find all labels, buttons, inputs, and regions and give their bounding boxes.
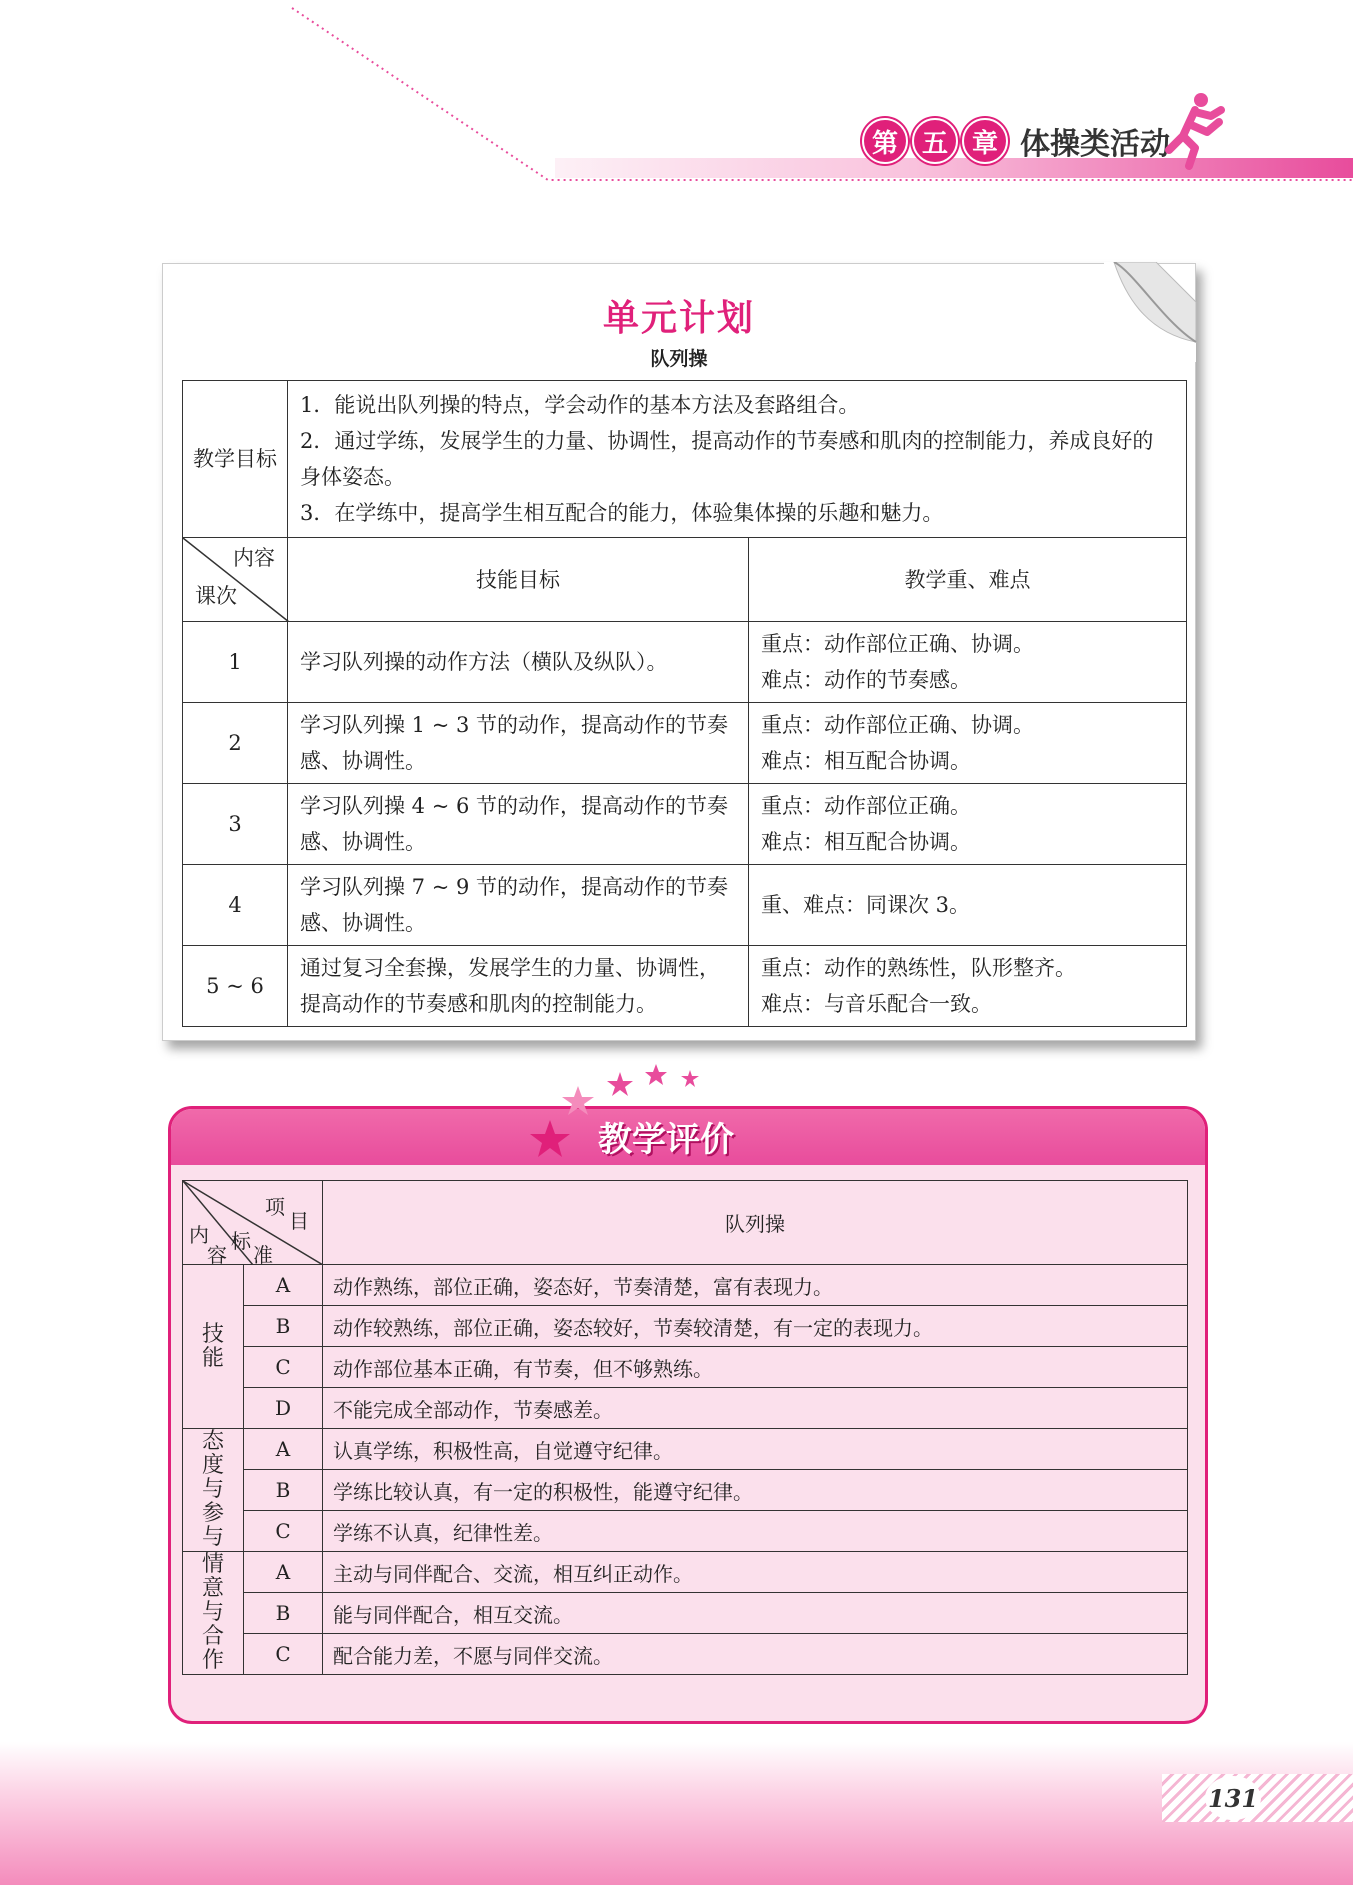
- eval-row: [183, 1265, 1188, 1306]
- diag-mu: 目: [289, 1209, 309, 1233]
- key-point: 重点：动作部位正确、协调。: [761, 632, 1034, 656]
- diag-nei: 内: [189, 1223, 209, 1247]
- grade: C: [244, 1511, 323, 1552]
- diag-rong: 容: [207, 1243, 227, 1267]
- criterion: 主动与同伴配合、交流，相互纠正动作。: [323, 1552, 1188, 1593]
- grade: A: [244, 1265, 323, 1306]
- difficult-point: 难点：相互配合协调。: [761, 749, 971, 773]
- unit-plan-table: [182, 380, 1187, 1027]
- key-point: 重、难点：同课次 3。: [761, 893, 971, 917]
- goal-item: 2．通过学练，发展学生的力量、协调性，提高动作的节奏感和肌肉的控制能力，养成良好的身体姿态。: [300, 429, 1154, 489]
- criterion: 能与同伴配合，相互交流。: [323, 1593, 1188, 1634]
- eval-row: [183, 1470, 1188, 1511]
- chapter-title: [862, 118, 1170, 164]
- grade: B: [244, 1593, 323, 1634]
- plan-subtitle: 队列操: [650, 348, 708, 370]
- plan-row: [183, 703, 1187, 784]
- eval-row: [183, 1634, 1188, 1675]
- eval-row: [183, 1552, 1188, 1593]
- goals-label: 教学目标: [183, 381, 288, 538]
- diag-bottom-label: 课次: [195, 584, 237, 608]
- skill-goal: 学习队列操 7 ~ 9 节的动作，提高动作的节奏感、协调性。: [288, 865, 749, 946]
- key-point: 重点：动作部位正确。: [761, 794, 971, 818]
- criterion: 动作较熟练，部位正确，姿态较好，节奏较清楚，有一定的表现力。: [323, 1306, 1188, 1347]
- lesson-number: 3: [183, 784, 288, 865]
- diag-zhun: 准: [253, 1243, 273, 1267]
- grade: C: [244, 1347, 323, 1388]
- category-skill: 技能: [183, 1265, 244, 1429]
- diag-biao: 标: [231, 1229, 251, 1253]
- difficult-point: 难点：与音乐配合一致。: [761, 992, 992, 1016]
- criterion: 不能完成全部动作，节奏感差。: [323, 1388, 1188, 1429]
- grade: A: [244, 1552, 323, 1593]
- footer-band: [0, 1742, 1353, 1885]
- category-attitude: 态度与参与: [183, 1429, 244, 1552]
- goal-item: 3．在学练中，提高学生相互配合的能力，体验集体操的乐趣和魅力。: [300, 501, 944, 525]
- lesson-number: 5 ~ 6: [183, 946, 288, 1027]
- chapter-badge-zhang: 章: [962, 118, 1008, 164]
- plan-title: 单元计划: [602, 298, 755, 339]
- goals-row: [183, 381, 1187, 538]
- eval-diagonal-cell: [183, 1181, 323, 1265]
- skill-goal: 学习队列操的动作方法（横队及纵队）。: [288, 622, 749, 703]
- plan-row: [183, 622, 1187, 703]
- grade: A: [244, 1429, 323, 1470]
- key-point: 重点：动作的熟练性，队形整齐。: [761, 956, 1076, 980]
- col-skill-header: 技能目标: [288, 538, 749, 622]
- skill-goal: 通过复习全套操，发展学生的力量、协调性，提高动作的节奏感和肌肉的控制能力。: [288, 946, 749, 1027]
- difficult-point: 难点：动作的节奏感。: [761, 668, 971, 692]
- skill-goal: 学习队列操 4 ~ 6 节的动作，提高动作的节奏感、协调性。: [288, 784, 749, 865]
- goal-item: 1．能说出队列操的特点，学会动作的基本方法及套路组合。: [300, 393, 860, 417]
- criterion: 动作熟练，部位正确，姿态好，节奏清楚，富有表现力。: [323, 1265, 1188, 1306]
- grade: D: [244, 1388, 323, 1429]
- plan-row: [183, 865, 1187, 946]
- criterion: 学练比较认真，有一定的积极性，能遵守纪律。: [323, 1470, 1188, 1511]
- runner-icon: [1155, 92, 1235, 172]
- chapter-name: 体操类活动: [1020, 127, 1170, 162]
- lesson-number: 1: [183, 622, 288, 703]
- grade: C: [244, 1634, 323, 1675]
- eval-row: [183, 1347, 1188, 1388]
- page-curl-icon: [1104, 262, 1200, 362]
- criterion: 认真学练，积极性高，自觉遵守纪律。: [323, 1429, 1188, 1470]
- chapter-badge-di: 第: [862, 118, 908, 164]
- eval-column-header: 队列操: [323, 1181, 1188, 1265]
- evaluation-table: [182, 1180, 1188, 1675]
- lesson-number: 4: [183, 865, 288, 946]
- plan-row: [183, 784, 1187, 865]
- eval-header-row: [183, 1181, 1188, 1265]
- criterion: 动作部位基本正确，有节奏，但不够熟练。: [323, 1347, 1188, 1388]
- diag-top-label: 内容: [233, 546, 275, 570]
- chapter-badge-num: 五: [912, 118, 958, 164]
- grade: B: [244, 1470, 323, 1511]
- eval-row: [183, 1429, 1188, 1470]
- grade: B: [244, 1306, 323, 1347]
- eval-row: [183, 1306, 1188, 1347]
- eval-row: [183, 1593, 1188, 1634]
- page-number: 131: [1205, 1776, 1261, 1820]
- col-key-header: 教学重、难点: [749, 538, 1187, 622]
- eval-row: [183, 1511, 1188, 1552]
- difficult-point: 难点：相互配合协调。: [761, 830, 971, 854]
- eval-row: [183, 1388, 1188, 1429]
- criterion: 配合能力差，不愿与同伴交流。: [323, 1634, 1188, 1675]
- diagonal-header-cell: [183, 538, 288, 622]
- lesson-number: 2: [183, 703, 288, 784]
- category-cooperation: 情意与合作: [183, 1552, 244, 1675]
- diag-xiang: 项: [265, 1195, 285, 1219]
- plan-row: [183, 946, 1187, 1027]
- criterion: 学练不认真，纪律性差。: [323, 1511, 1188, 1552]
- plan-header-row: [183, 538, 1187, 622]
- skill-goal: 学习队列操 1 ~ 3 节的动作，提高动作的节奏感、协调性。: [288, 703, 749, 784]
- evaluation-title: 教学评价: [598, 1120, 734, 1160]
- key-point: 重点：动作部位正确、协调。: [761, 713, 1034, 737]
